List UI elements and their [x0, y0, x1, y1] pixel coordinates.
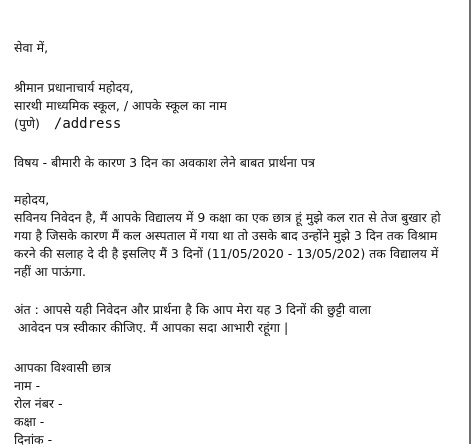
- field-date: दिनांक -: [14, 432, 53, 447]
- body-line: सविनय निवेदन है, मैं आपके विद्यालय में 9 कक्षा का एक छात्र हूं मुझे कल रात से तेज बुखार हो: [14, 210, 441, 225]
- signoff: आपका विश्वासी छात्र: [14, 360, 111, 375]
- to-line: सेवा में,: [14, 40, 49, 55]
- address-label: /address: [53, 116, 122, 132]
- field-class: कक्षा -: [14, 414, 45, 429]
- body-line: करने की सलाह दे दी है इसलिए मैं 3 दिनों (11/05/2020 - 13/05/202) तक विद्यालय में: [14, 246, 439, 261]
- page-edge-divider: [469, 0, 471, 444]
- body-line: गया है जिसके कारण मैं कल अस्पताल में गया था तो उसके बाद उन्होंने मुझे 3 दिन तक विश्राम: [14, 228, 438, 243]
- salutation: महोदय,: [14, 192, 50, 207]
- field-roll-number: रोल नंबर -: [14, 396, 63, 411]
- closing-line: अंत : आपसे यही निवेदन और प्रार्थना है कि आप मेरा यह 3 दिनों की छुट्टी वाला: [14, 302, 371, 317]
- school-line: सारथी माध्यमिक स्कूल, / आपके स्कूल का नाम: [14, 98, 227, 113]
- address-line: [14, 116, 121, 132]
- recipient-title: श्रीमान प्रधानाचार्य महोदय,: [14, 80, 134, 95]
- subject-line: विषय - बीमारी के कारण 3 दिन का अवकाश लेने बाबत प्रार्थना पत्र: [14, 155, 315, 170]
- body-line: नहीं आ पाऊंगा.: [14, 264, 86, 279]
- field-name: नाम -: [14, 378, 41, 393]
- closing-line: आवेदन पत्र स्वीकार कीजिए. मैं आपका सदा आभारी रहूंगा |: [18, 320, 289, 335]
- city: (पुणे): [14, 116, 40, 131]
